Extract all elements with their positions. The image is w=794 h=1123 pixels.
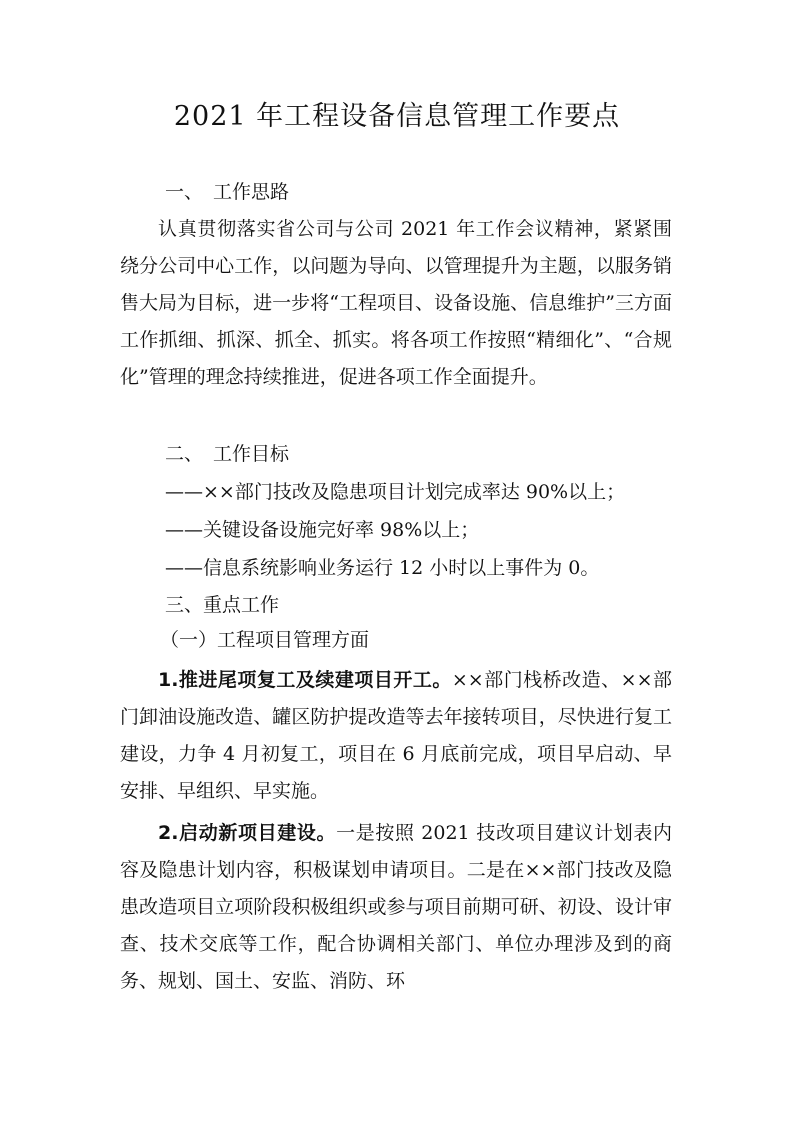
section-heading-goals	[165, 439, 289, 469]
thinking-paragraph: 认真贯彻落实省公司与公司 2021 年工作会议精神，紧紧围绕分公司中心工作，以问题为导向、以管理提升为主题，以服务销售大局为目标，进一步将“工程项目、设备设施、信息维护”三方面工作抓细、抓深、抓全、抓实。将各项工作按照“精细化”、“合规化”管理的理念持续推进，促进各项工作全面提升。	[120, 218, 672, 388]
work-item-body: 一是按照 2021 技改项目建议计划表内容及隐患计划内容，积极谋划申请项目。二是在××部门技改及隐患改造项目立项阶段积极组织或参与项目前期可研、初设、设计审查、技术交底等工作，配合协调相关部门、单位办理涉及到的商务、规划、国土、安监、消防、环	[120, 822, 672, 992]
work-item-lead: 1.推进尾项复工及续建项目开工。	[158, 669, 452, 691]
section-heading-key-work: 三、重点工作	[165, 594, 280, 616]
section-title: 工作目标	[213, 443, 290, 465]
goal-item: ——××部门技改及隐患项目计划完成率达 90%以上；	[165, 481, 626, 503]
section-number: 一、	[165, 181, 204, 203]
work-item-lead: 2.启动新项目建设。	[158, 822, 337, 844]
work-item-1	[120, 662, 672, 810]
section-heading-thinking	[165, 177, 289, 207]
goal-item: ——信息系统影响业务运行 12 小时以上事件为 0。	[165, 557, 600, 579]
work-item-2	[120, 815, 672, 1000]
document-title: 2021 年工程设备信息管理工作要点	[173, 101, 621, 132]
goal-item: ——关键设备设施完好率 98%以上；	[165, 519, 480, 541]
section-number: 二、	[165, 443, 204, 465]
subsection-heading: （一）工程项目管理方面	[160, 629, 370, 651]
work-item-body: ××部门栈桥改造、××部门卸油设施改造、罐区防护提改造等去年接转项目，尽快进行复工建设，力争 4 月初复工，项目在 6 月底前完成，项目早启动、早安排、早组织、早实施。	[120, 669, 672, 802]
section-title: 工作思路	[213, 181, 290, 203]
